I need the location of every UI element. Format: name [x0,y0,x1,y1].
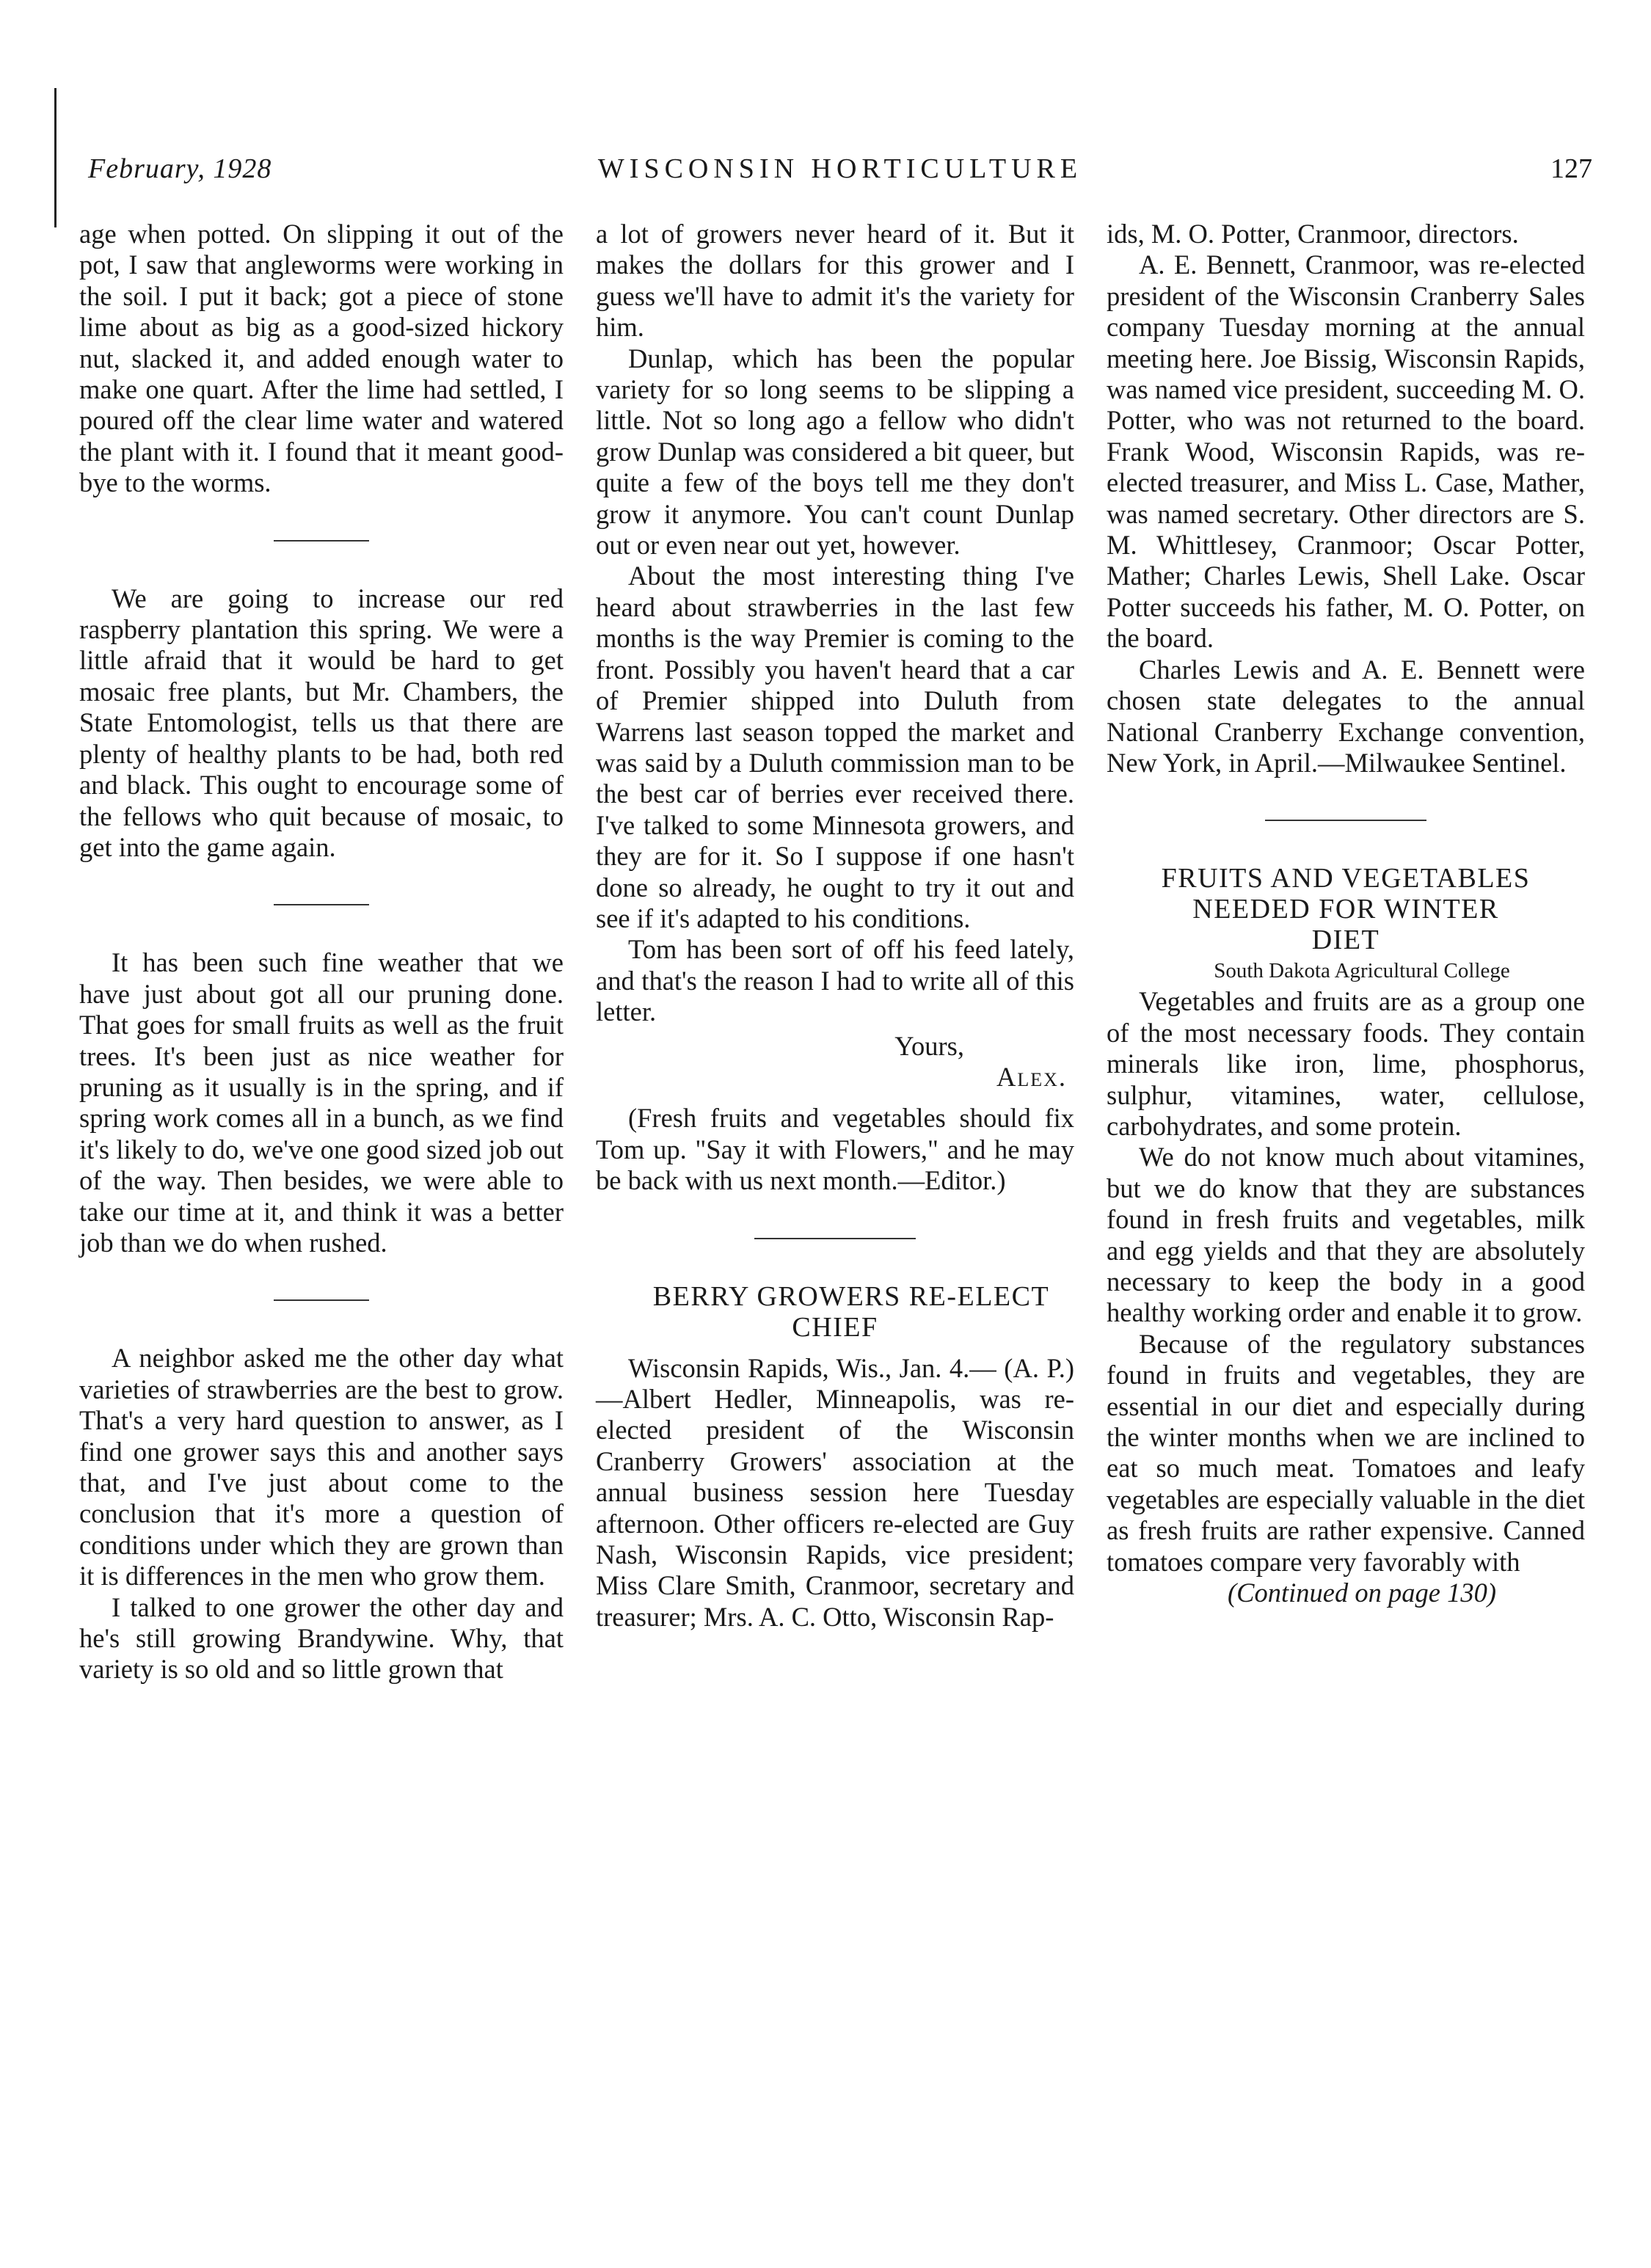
paragraph: A neighbor asked me the other day what varieties of strawberries are the best to grow. That's a very hard question to answer, as I find one grower says this and another says that, and I've just about come to the conclusion that it's more a question of conditions under which they are grown than it is differences in the men who grow them. [79,1343,564,1591]
paragraph: It has been such fine weather that we have just about got all our pruning done. That goes for small fruits as well as the fruit trees. It's been just as nice weather for pruning as it usually is in the spring, and if spring work comes all in a bunch, as we find it's likely to do, we've one good sized job out of the way. Then besides, we were able to take our time at it, and think it was a better job than we do when rushed. [79,947,564,1258]
paragraph: Charles Lewis and A. E. Bennett were chosen state delegates to the annual National Cranberry Exchange convention, New York, in April.—Milwaukee Sentinel. [1107,654,1585,778]
paragraph: I talked to one grower the other day and he's still growing Brandywine. Why, that variety is so old and so little grown that [79,1591,564,1685]
section-divider [274,1299,369,1301]
paragraph: ids, M. O. Potter, Cranmoor, directors. [1107,219,1519,249]
article-headline [1107,863,1585,955]
paragraph: Dunlap, which has been the popular variety for so long seems to be slipping a little. Not so long ago a fellow who didn't grow Dunlap was considered a bit queer, but quite a few of the boys tell me they don't grow it anymore. You can't count Dunlap out or even near out yet, however. [596,343,1074,561]
headline-line: FRUITS AND VEGETABLES [1161,863,1531,894]
paragraph: A. E. Bennett, Cranmoor, was re-elected president of the Wisconsin Cranberry Sales company Tuesday morning at the annual meeting here. Joe Bissig, Wisconsin Rapids, was named vice president, succeeding M. O. Potter, who was not returned to the board. Frank Wood, Wisconsin Rapids, was re-elected treasurer, and Miss L. Case, Mather, was named secretary. Other directors are S. M. Whittlesey, Cranmoor; Oscar Potter, Mather; Charles Lewis, Shell Lake. Oscar Potter succeeds his father, M. O. Potter, on the board. [1107,249,1585,654]
section-divider [1265,820,1426,821]
issue-date: February, 1928 [88,153,272,184]
letter-signature: Alex. [996,1061,1067,1092]
section-divider [754,1238,916,1239]
paragraph: Vegetables and fruits are as a group one of the most necessary foods. They contain minerals like iron, lime, phosphorus, sulphur, vitamines, water, cellulose, carbohydrates, and some protein. [1107,986,1585,1141]
magazine-title: WISCONSIN HORTICULTURE [597,153,1083,184]
column-left [79,219,564,1685]
column-right [1107,219,1585,1608]
article-headline: BERRY GROWERS RE-ELECT CHIEF [652,1280,1050,1343]
paragraph: age when potted. On slipping it out of the pot, I saw that angleworms were working in the soil. I put it back; got a piece of stone lime about as big as a good-sized hickory nut, slacked it, and added enough water to make one quart. After the lime had settled, I poured off the clear lime water and watered the plant with it. I found that it meant good-bye to the worms. [79,219,564,498]
paragraph: Because of the regulatory substances found in fruits and vegetables, they are essential in our diet and especially during the winter months when we are inclined to eat so much meat. Tomatoes and leafy vegetables are especially valuable in the diet as fresh fruits are rather expensive. Canned tomatoes compare very favorably with [1107,1328,1585,1577]
section-divider [274,540,369,542]
page-number: 127 [1550,153,1592,184]
paragraph: Wisconsin Rapids, Wis., Jan. 4.— (A. P.) —Albert Hedler, Minneapolis, was re-elected president of the Wisconsin Cranberry Growers' association at the annual business session here Tuesday afternoon. Other officers re-elected are Guy Nash, Wisconsin Rapids, vice president; Miss Clare Smith, Cranmoor, secretary and treasurer; Mrs. A. C. Otto, Wisconsin Rap- [596,1352,1074,1632]
running-header [88,153,1592,197]
continued-notice: (Continued on page 130) [1228,1578,1496,1608]
section-divider [274,904,369,905]
paragraph: We do not know much about vitamines, but we do know that they are substances found in fresh fruits and vegetables, milk and egg yields and that they are absolutely necessary to keep the body in a good healthy working order and enable it to grow. [1107,1142,1585,1328]
letter-closing: Yours, [894,1030,964,1061]
column-middle [596,219,1074,1633]
editor-note: (Fresh fruits and vegetables should fix Tom up. "Say it with Flowers," and he may be back with us next month.—Editor.) [596,1103,1074,1196]
binding-edge-line [54,88,57,227]
paragraph: About the most interesting thing I've heard about strawberries in the last few months is the way Premier is coming to the front. Possibly you haven't heard that a car of Premier shipped into Duluth from Warrens last season topped the market and was said by a Duluth commission man to be the best car of berries ever received there. I've talked to some Minnesota growers, and they are for it. So I suppose if one hasn't done so already, he ought to try it out and see if it's adapted to his conditions. [596,561,1074,933]
paragraph: We are going to increase our red raspberry plantation this spring. We were a little afraid that it would be hard to get mosaic free plants, but Mr. Chambers, the State Entomologist, tells us that there are plenty of healthy plants to be had, both red and black. This ought to encourage some of the fellows who quit because of mosaic, to get into the game again. [79,583,564,862]
article-source: South Dakota Agricultural College [1214,959,1510,983]
paragraph: a lot of growers never heard of it. But it makes the dollars for this grower and I guess we'll have to admit it's the variety for him. [596,219,1074,343]
paragraph: Tom has been sort of off his feed lately, and that's the reason I had to write all of this letter. [596,934,1074,1027]
headline-line: NEEDED FOR WINTER [1192,894,1499,925]
headline-line: DIET [1311,925,1380,956]
